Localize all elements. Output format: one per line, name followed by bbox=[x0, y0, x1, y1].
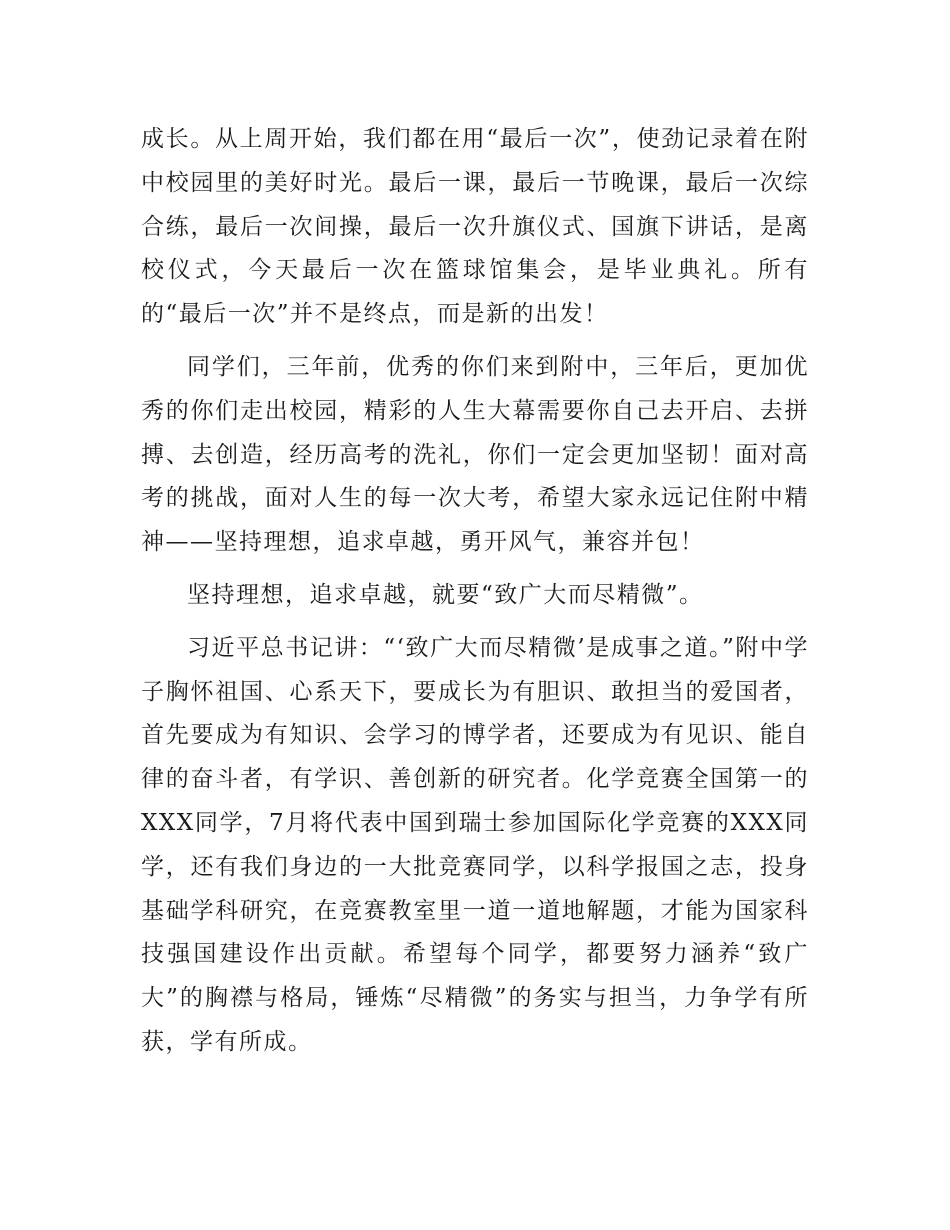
paragraph-theme: 坚持理想，追求卓越，就要“致广大而尽精微”。 bbox=[187, 581, 704, 608]
paragraph-classmates: 同学们，三年前，优秀的你们来到附中，三年后，更加优秀的你们走出校园，精彩的人生大幕需要你自己去开启、去拼搏、去创造，经历高考的洗礼，你们一定会更加坚韧！面对高考的挑战，面对人生的每一次大考，希望大家永远记住附中精神——坚持理想，追求卓越，勇开风气，兼容并包！ bbox=[141, 353, 809, 556]
paragraph-continuation: 成长。从上周开始，我们都在用“最后一次”，使劲记录着在附中校园里的美好时光。最后一课，最后一节晚课，最后一次综合练，最后一次间操，最后一次升旗仪式、国旗下讲话，是离校仪式，今天最后一次在篮球馆集会，是毕业典礼。所有的“最后一次”并不是终点，而是新的出发！ bbox=[141, 126, 809, 328]
document-body bbox=[141, 118, 809, 1074]
paragraph-quote: 习近平总书记讲：“‘致广大而尽精微’是成事之道。”附中学子胸怀祖国、心系天下，要成长为有胆识、敢担当的爱国者，首先要成为有知识、会学习的博学者，还要成为有见识、能自律的奋斗者，有学识、善创新的研究者。化学竞赛全国第一的XXX同学，7月将代表中国到瑞士参加国际化学竞赛的XXX同学，还有我们身边的一大批竞赛同学，以科学报国之志，投身基础学科研究，在竞赛教室里一道一道地解题，才能为国家科技强国建设作出贡献。希望每个同学，都要努力涵养“致广大”的胸襟与格局，锤炼“尽精微”的务实与担当，力争学有所获，学有所成。 bbox=[141, 634, 809, 1055]
